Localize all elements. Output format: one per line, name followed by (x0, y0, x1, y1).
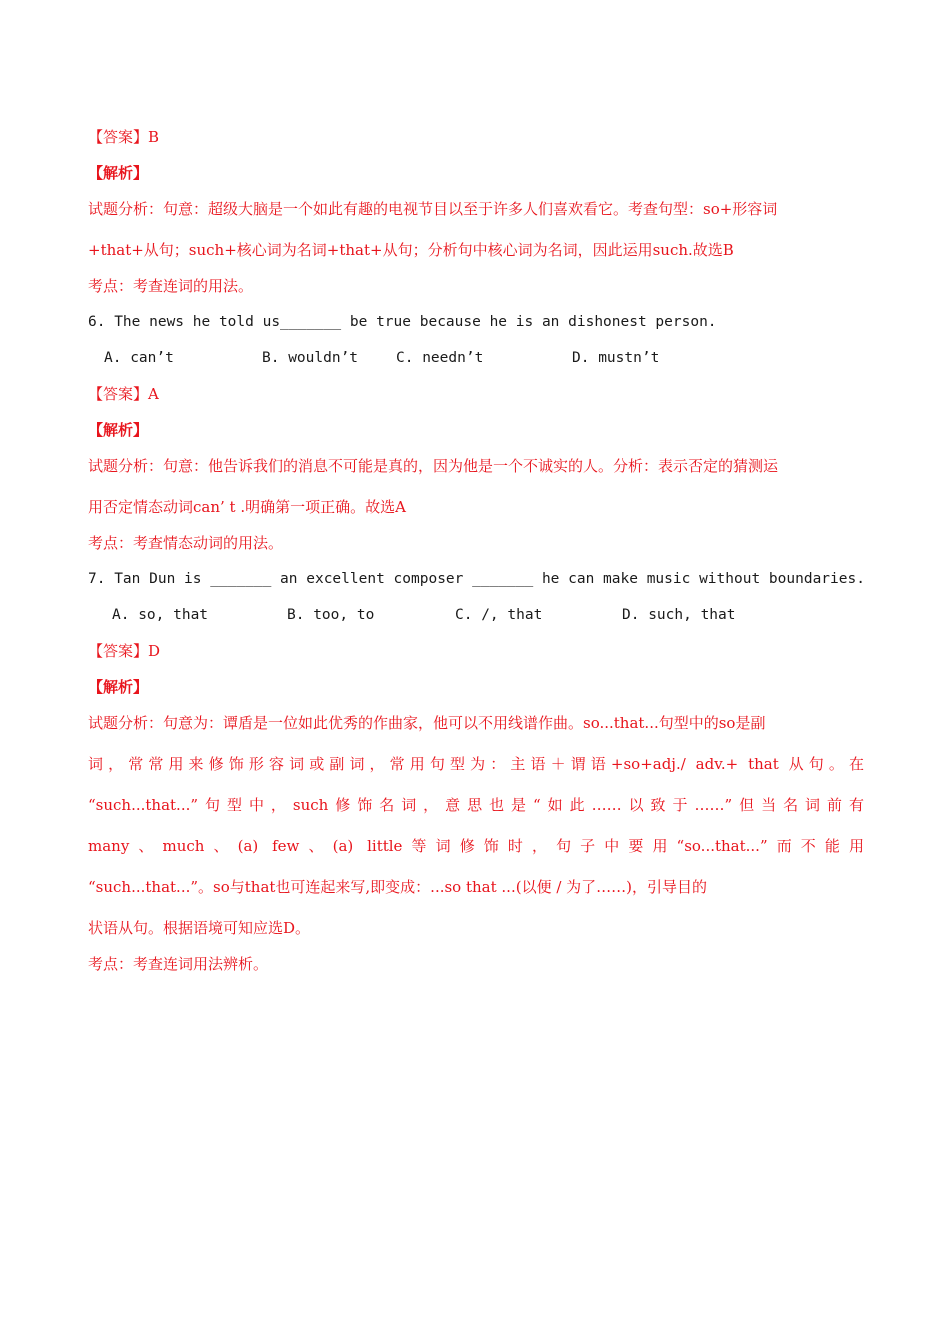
answer-label: 【答案】B (88, 128, 160, 146)
analysis-heading: 【解析】 (88, 421, 149, 439)
key-point: 考点：考查情态动词的用法。 (88, 534, 284, 552)
option-c: C. /, that (455, 607, 543, 623)
key-point: 考点：考查连词用法辨析。 (88, 955, 269, 973)
option-d: D. mustn’t (572, 350, 660, 366)
analysis-text: 试题分析：句意：他告诉我们的消息不可能是真的，因为他是一个不诚实的人。分析：表示否定的猜测运 (88, 457, 779, 475)
analysis-text: +that+从句；such+核心词为名词+that+从句；分析句中核心词为名词，因此运用such.故选B (88, 241, 734, 259)
analysis-heading: 【解析】 (88, 164, 149, 182)
option-d: D. such, that (622, 607, 736, 623)
option-c: C. needn’t (396, 350, 484, 366)
analysis-text: 词，常常用来修饰形容词或副词，常用句型为：主语＋谓语+so+adj./ adv.+ that 从句。在 (88, 755, 864, 773)
answer-label: 【答案】A (88, 385, 159, 403)
analysis-heading: 【解析】 (88, 678, 149, 696)
analysis-text: 状语从句。根据语境可知应选D。 (88, 919, 311, 937)
option-b: B. wouldn’t (262, 350, 359, 366)
answer-label: 【答案】D (88, 642, 161, 660)
option-a: A. so, that (112, 607, 209, 623)
analysis-text: “such...that...”。so与that也可连起来写,即变成：...so that ...(以便 / 为了……)，引导目的 (88, 878, 708, 896)
question-stem: 6. The news he told us_______ be true because he is an dishonest person. (88, 314, 717, 330)
option-a: A. can’t (104, 350, 174, 366)
analysis-text: many、much、(a) few、(a) little等词修饰时，句子中要用“so...that...”而不能用 (88, 837, 864, 855)
key-point: 考点：考查连词的用法。 (88, 277, 254, 295)
option-b: B. too, to (287, 607, 375, 623)
question-stem: 7. Tan Dun is _______ an excellent composer _______ he can make music without boundaries. (88, 571, 865, 587)
analysis-text: “such...that...”句型中，such修饰名词，意思也是“如此……以致于……”但当名词前有 (88, 796, 864, 814)
analysis-text: 用否定情态动词can’ t .明确第一项正确。故选A (88, 498, 406, 516)
analysis-text: 试题分析：句意：超级大脑是一个如此有趣的电视节目以至于许多人们喜欢看它。考查句型：so+形容词 (88, 200, 778, 218)
analysis-text: 试题分析：句意为：谭盾是一位如此优秀的作曲家，他可以不用线谱作曲。so...that...句型中的so是副 (88, 714, 766, 732)
